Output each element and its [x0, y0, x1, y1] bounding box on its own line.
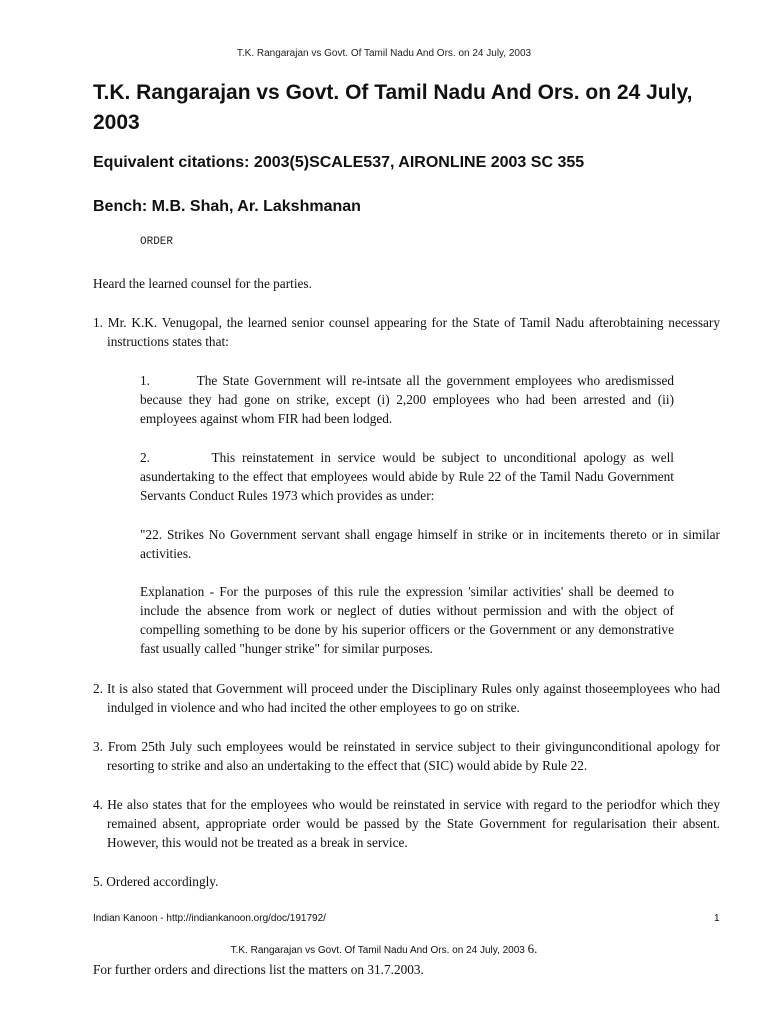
sub-item-2: 2. This reinstatement in service would be subject to unconditional apology as well asundertaking to the effect that employees would abide by Rule 22 of the Tamil Nadu Government Servants Conduct Rules 1973 which provides as under:	[140, 450, 674, 503]
list-item-3: 3. From 25th July such employees would be reinstated in service subject to their givingunconditional apology for resorting to strike and also an undertaking to the effect that (SIC) would abide by Rule 22.	[93, 739, 720, 773]
list-item-5: 5. Ordered accordingly.	[93, 874, 219, 889]
running-header-page-2	[0, 941, 768, 957]
footer-page-number: 1	[714, 913, 720, 924]
running-header-2-tail: 6.	[527, 941, 538, 956]
order-label: ORDER	[140, 236, 174, 248]
sub-item-1: 1. The State Government will re-intsate all the government employees who aredismissed because they had gone on strike, except (i) 2,200 employees who had been arrested and (ii) employees against whom FIR had been lodged.	[140, 373, 674, 426]
running-header: T.K. Rangarajan vs Govt. Of Tamil Nadu And Ors. on 24 July, 2003	[236, 48, 532, 59]
list-item-2: 2. It is also stated that Government will proceed under the Disciplinary Rules only against thoseemployees who had indulged in violence and who had incited the other employees to go on strike.	[93, 681, 720, 715]
list-item-4: 4. He also states that for the employees who would be reinstated in service with regard to the periodfor which they remained absent, appropriate order would be passed by the State Government for regularisation their absent. However, this would not be treated as a break in service.	[93, 797, 720, 850]
footer-source-link[interactable]: Indian Kanoon - http://indiankanoon.org/doc/191792/	[93, 913, 326, 924]
page-title: T.K. Rangarajan vs Govt. Of Tamil Nadu And Ors. on 24 July, 2003	[93, 81, 693, 134]
rule-explanation: Explanation - For the purposes of this rule the expression 'similar activities' shall be deemed to include the absence from work or neglect of duties without permission and with the object of compelling something to be done by his superior officers or the Government or any demonstrative fast usually called "hunger strike" for similar purposes.	[140, 584, 674, 656]
bench: Bench: M.B. Shah, Ar. Lakshmanan	[93, 198, 361, 215]
intro-paragraph: Heard the learned counsel for the parties.	[93, 276, 312, 291]
rule-quote: "22. Strikes No Government servant shall engage himself in strike or in incitements thereto or in similar activities.	[140, 527, 720, 561]
running-header-2-text: T.K. Rangarajan vs Govt. Of Tamil Nadu And Ors. on 24 July, 2003	[230, 945, 525, 956]
equivalent-citations: Equivalent citations: 2003(5)SCALE537, AIRONLINE 2003 SC 355	[93, 154, 585, 171]
final-line: For further orders and directions list the matters on 31.7.2003.	[93, 962, 424, 977]
list-item-1: 1. Mr. K.K. Venugopal, the learned senior counsel appearing for the State of Tamil Nadu afterobtaining necessary instructions states that:	[93, 315, 720, 349]
